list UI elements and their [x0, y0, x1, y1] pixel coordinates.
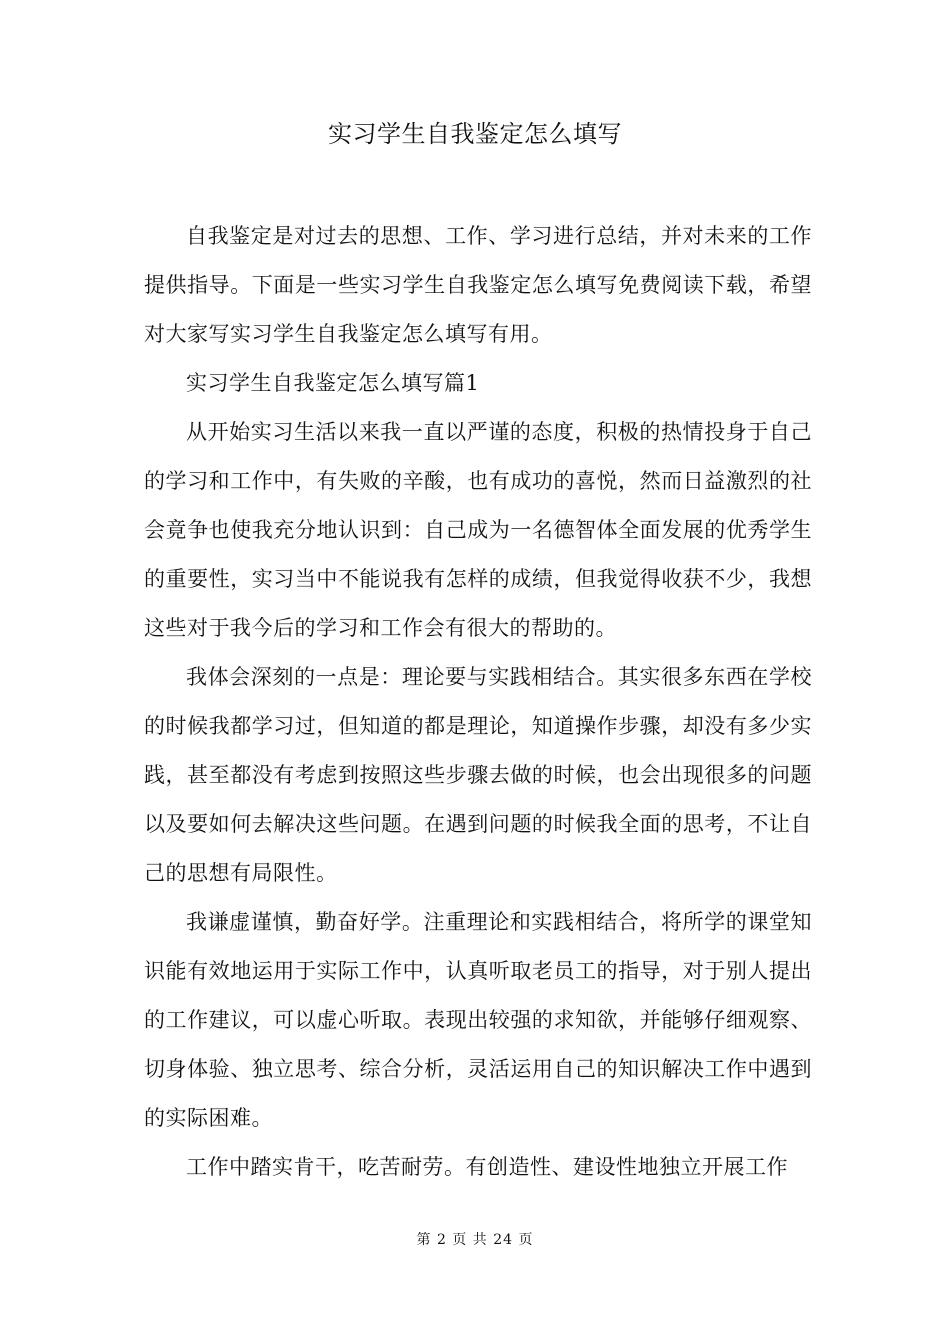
document-title: 实习学生自我鉴定怎么填写	[328, 120, 622, 148]
paragraph-intro: 自我鉴定是对过去的思想、工作、学习进行总结，并对未来的工作提供指导。下面是一些实习学生自我鉴定怎么填写免费阅读下载，希望对大家写实习学生自我鉴定怎么填写有用。	[144, 224, 812, 346]
paragraph-2: 我体会深刻的一点是：理论要与实践相结合。其实很多东西在学校的时候我都学习过，但知道的都是理论，知道操作步骤，却没有多少实践，甚至都没有考虑到按照这些步骤去做的时候，也会出现很多的问题以及要如何去解决这些问题。在遇到问题的时候我全面的思考，不让自己的思想有局限性。	[144, 665, 812, 885]
page-number-footer: 第 2 页 共 24 页	[416, 1232, 534, 1248]
paragraph-3: 我谦虚谨慎，勤奋好学。注重理论和实践相结合，将所学的课堂知识能有效地运用于实际工作中，认真听取老员工的指导，对于别人提出的工作建议，可以虚心听取。表现出较强的求知欲，并能够仔细观察、切身体验、独立思考、综合分析，灵活运用自己的知识解决工作中遇到的实际困难。	[144, 910, 812, 1130]
document-body	[144, 212, 812, 1192]
paragraph-4: 工作中踏实肯干，吃苦耐劳。有创造性、建设性地独立开展工作	[186, 1155, 788, 1179]
section-heading: 实习学生自我鉴定怎么填写篇1	[186, 371, 480, 395]
paragraph-1: 从开始实习生活以来我一直以严谨的态度，积极的热情投身于自己的学习和工作中，有失败的辛酸，也有成功的喜悦，然而日益激烈的社会竟争也使我充分地认识到：自己成为一名德智体全面发展的优秀学生的重要性，实习当中不能说我有怎样的成绩，但我觉得收获不少，我想这些对于我今后的学习和工作会有很大的帮助的。	[144, 420, 812, 640]
